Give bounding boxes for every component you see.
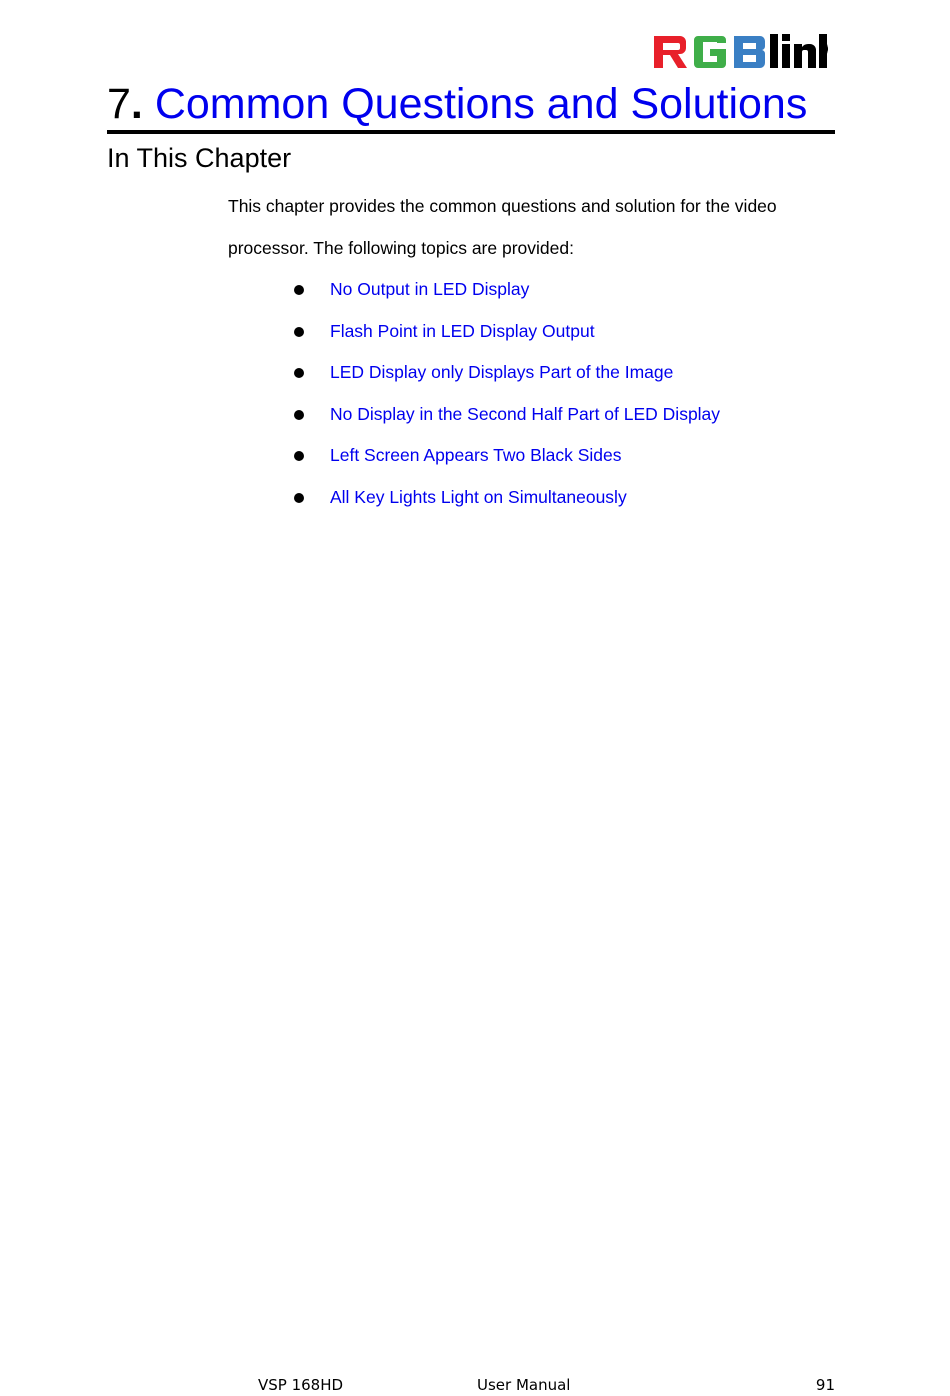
footer-product-name: VSP 168HD bbox=[258, 1376, 344, 1394]
topic-link-no-output[interactable]: No Output in LED Display bbox=[330, 279, 530, 299]
logo-letter-g bbox=[694, 36, 726, 68]
rgblink-logo bbox=[654, 34, 828, 70]
topic-link-black-sides[interactable]: Left Screen Appears Two Black Sides bbox=[330, 445, 622, 465]
topic-link-second-half[interactable]: No Display in the Second Half Part of LED Display bbox=[330, 403, 721, 424]
chapter-number-dot: . bbox=[130, 80, 143, 128]
bullet-icon bbox=[294, 410, 304, 420]
topic-link-part-of-image[interactable]: LED Display only Displays Part of the Image bbox=[330, 362, 674, 382]
logo-letter-r bbox=[654, 36, 687, 68]
section-title: In This Chapter bbox=[107, 143, 292, 173]
footer-page-number: 91 bbox=[815, 1376, 835, 1394]
chapter-number: 7 bbox=[107, 80, 131, 128]
bullet-icon bbox=[294, 493, 304, 503]
logo-word-link bbox=[770, 34, 828, 68]
chapter-heading bbox=[107, 78, 835, 134]
topic-link-flash-point[interactable]: Flash Point in LED Display Output bbox=[330, 320, 595, 341]
topic-link-key-lights[interactable]: All Key Lights Light on Simultaneously bbox=[330, 486, 627, 507]
bullet-icon bbox=[294, 451, 304, 461]
chapter-title: Common Questions and Solutions bbox=[154, 80, 808, 128]
bullet-icon bbox=[294, 285, 304, 295]
footer-document-type: User Manual bbox=[477, 1376, 571, 1394]
bullet-icon bbox=[294, 368, 304, 378]
logo-letter-b bbox=[734, 36, 765, 68]
bullet-icon bbox=[294, 327, 304, 337]
intro-paragraph: This chapter provides the common questions and solution for the video processor. The following topics are provided: bbox=[228, 196, 777, 258]
